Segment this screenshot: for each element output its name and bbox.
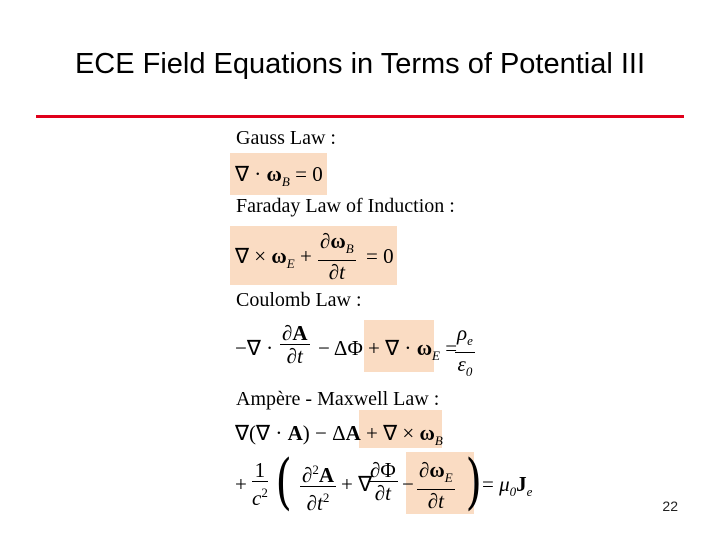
faraday-rhs: = 0 <box>366 244 394 268</box>
faraday-equation: ∇ × $\omega_E$ + <box>235 244 312 272</box>
ampere-law-label: Ampère - Maxwell Law : <box>236 388 440 410</box>
faraday-fraction: $\partial\omega_B$ ∂t <box>320 229 354 285</box>
coulomb-lhs-start: −∇ · <box>235 336 274 360</box>
gauss-law-label: Gauss Law : <box>236 127 336 149</box>
slide-title: ECE Field Equations in Terms of Potential III <box>74 48 646 80</box>
coulomb-fraction-a: ∂A ∂t <box>282 321 308 368</box>
right-paren: ) <box>465 447 482 517</box>
ampere-fraction-c2: 1 $c^2$ <box>252 458 268 510</box>
page-number: 22 <box>662 498 678 514</box>
ampere-minus: − <box>402 472 414 496</box>
ampere-fraction-dphi: ∂Φ ∂t <box>370 458 396 505</box>
ampere-rhs: = $\mu_0J_e$ <box>482 472 533 500</box>
gauss-equation: ∇ · $\omega_B = 0$ <box>235 162 323 190</box>
coulomb-middle: − ΔΦ + ∇ · $\omega_E$ = <box>318 336 458 364</box>
faraday-law-label: Faraday Law of Induction : <box>236 195 455 217</box>
coulomb-law-label: Coulomb Law : <box>236 289 362 311</box>
title-rule <box>36 115 684 118</box>
coulomb-fraction-rho: $\rho_e$ $\varepsilon_0$ <box>457 321 473 380</box>
ampere-plus-grad: + ∇ <box>341 472 373 496</box>
ampere-fraction-d2a: ∂$^2$A $\partial t^2$ <box>302 462 335 515</box>
ampere-line-2-plus: + <box>235 472 247 496</box>
ampere-line-1: ∇(∇ · A) − ΔA + ∇ × $\omega_B$ <box>235 421 443 449</box>
left-paren: ( <box>275 447 292 517</box>
ampere-fraction-domega: $\partial\omega_E$ ∂t <box>419 458 453 514</box>
